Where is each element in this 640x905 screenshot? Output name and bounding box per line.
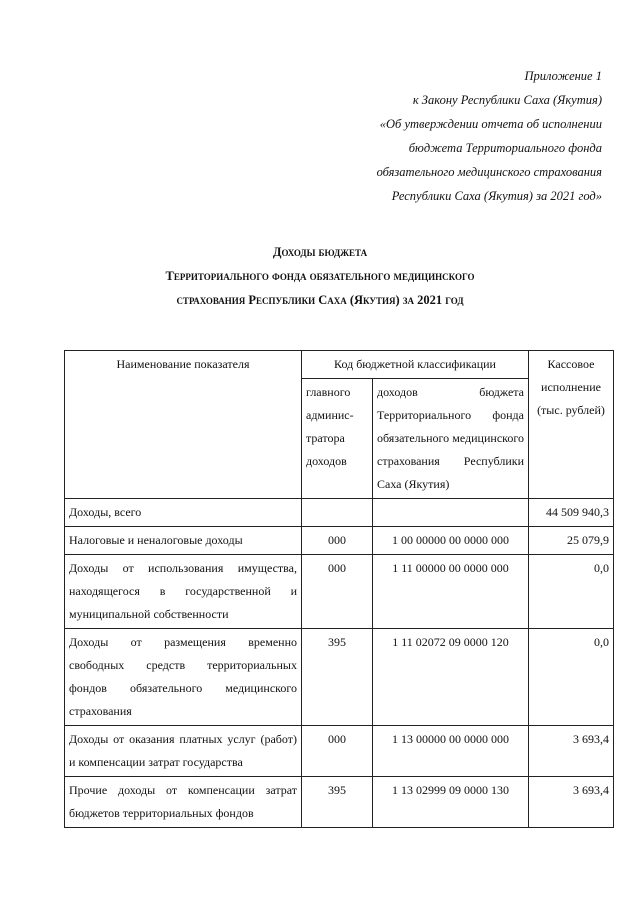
row-admin: 395 — [302, 777, 373, 828]
row-admin: 000 — [302, 555, 373, 629]
table-header-row — [65, 351, 614, 379]
table-row — [65, 555, 614, 629]
document-title — [0, 240, 640, 312]
row-name: Доходы от использования имущества, находящегося в государственной и муниципальной собственности — [65, 555, 302, 629]
table-row — [65, 629, 614, 726]
row-name: Прочие доходы от компенсации затрат бюджетов территориальных фондов — [65, 777, 302, 828]
header-code-group: Код бюджетной классификации — [302, 351, 529, 379]
title-line: Доходы бюджета — [272, 245, 368, 259]
table-row — [65, 777, 614, 828]
table-row — [65, 499, 614, 527]
title-line: страхования Республики Саха (Якутия) за 2021 год — [176, 293, 464, 307]
header-amount: Кассовое исполнение (тыс. рублей) — [529, 351, 614, 499]
row-amount: 3 693,4 — [529, 726, 614, 777]
row-amount: 0,0 — [529, 629, 614, 726]
row-code: 1 13 02999 09 0000 130 — [373, 777, 529, 828]
row-name: Доходы от оказания платных услуг (работ) и компенсации затрат государства — [65, 726, 302, 777]
appendix-line: бюджета Территориального фонда — [408, 141, 602, 155]
appendix-line: Приложение 1 — [524, 69, 602, 83]
row-code — [373, 499, 529, 527]
row-amount: 44 509 940,3 — [529, 499, 614, 527]
row-name: Доходы от размещения временно свободных средств территориальных фондов обязательного медицинского страхования — [65, 629, 302, 726]
row-code: 1 00 00000 00 0000 000 — [373, 527, 529, 555]
row-amount: 0,0 — [529, 555, 614, 629]
row-code: 1 13 00000 00 0000 000 — [373, 726, 529, 777]
header-name: Наименование показателя — [65, 351, 302, 499]
appendix-line: «Об утверждении отчета об исполнении — [379, 117, 602, 131]
appendix-line: к Закону Республики Саха (Якутия) — [412, 93, 602, 107]
row-admin: 395 — [302, 629, 373, 726]
appendix-line: Республики Саха (Якутия) за 2021 год» — [391, 189, 602, 203]
row-code: 1 11 00000 00 0000 000 — [373, 555, 529, 629]
appendix-note — [302, 64, 602, 208]
row-admin: 000 — [302, 527, 373, 555]
revenue-table — [64, 350, 614, 828]
row-amount: 3 693,4 — [529, 777, 614, 828]
title-line: Территориального фонда обязательного медицинского — [165, 269, 475, 283]
table-row — [65, 527, 614, 555]
header-admin: главного админис-тратора доходов — [302, 379, 373, 499]
row-admin: 000 — [302, 726, 373, 777]
appendix-line: обязательного медицинского страхования — [376, 165, 602, 179]
header-income: доходов бюджета Территориального фонда обязательного медицинского страхования Республики Саха (Якутия) — [373, 379, 529, 499]
table-row — [65, 726, 614, 777]
row-name: Налоговые и неналоговые доходы — [65, 527, 302, 555]
row-admin — [302, 499, 373, 527]
row-code: 1 11 02072 09 0000 120 — [373, 629, 529, 726]
row-name: Доходы, всего — [65, 499, 302, 527]
row-amount: 25 079,9 — [529, 527, 614, 555]
